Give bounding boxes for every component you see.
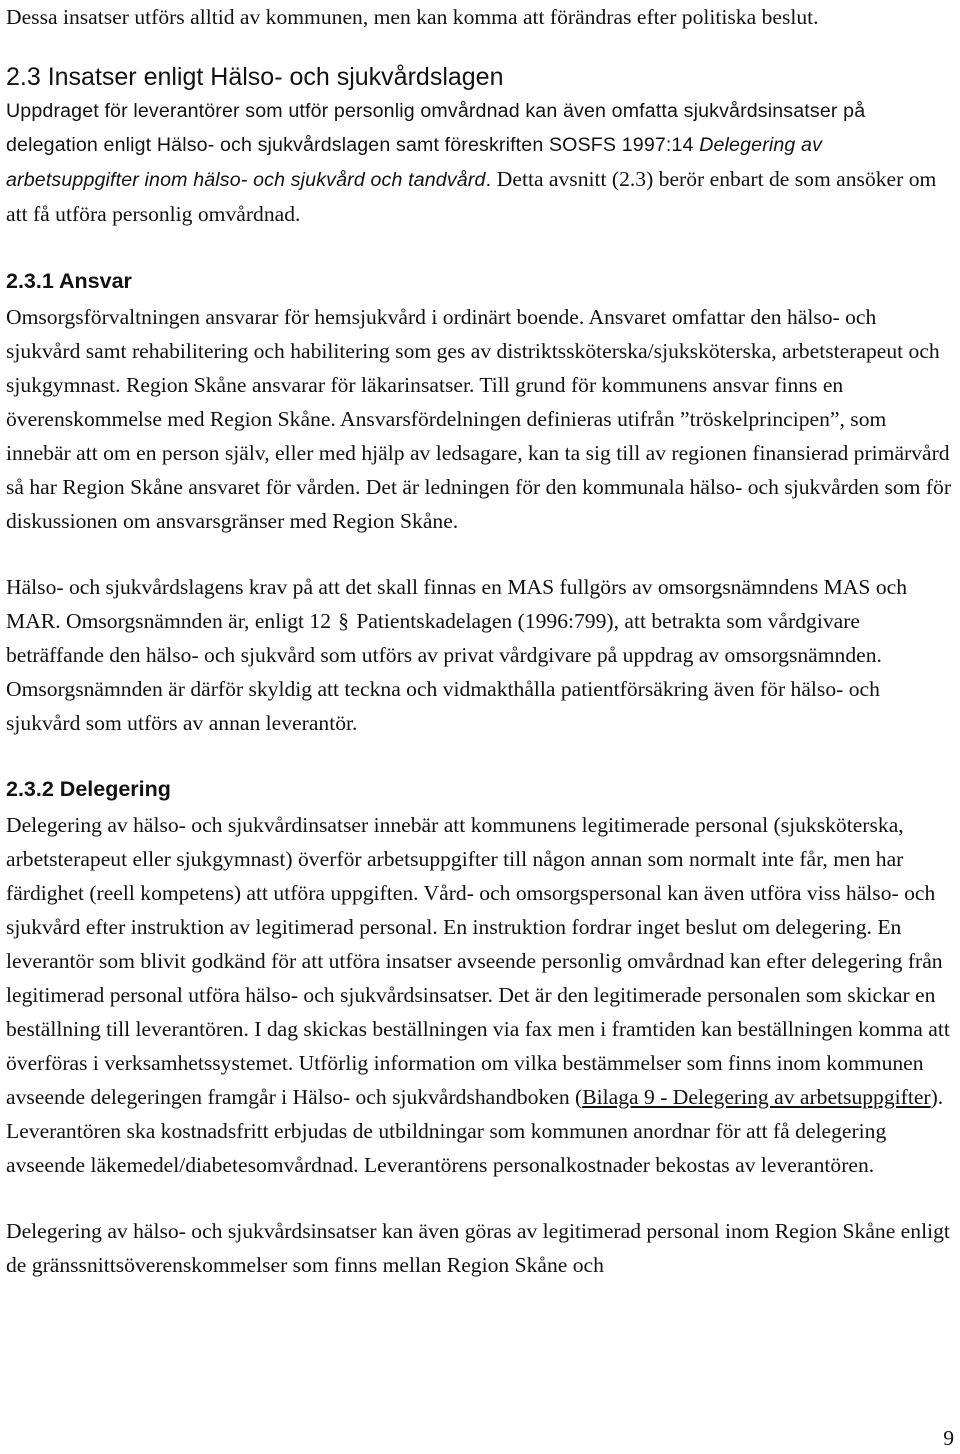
ansvar-paragraph-2	[6, 570, 954, 740]
section-2-3-paragraph	[6, 94, 954, 232]
sosfs-title-italic: Delegering av arbetsuppgifter inom hälso- och sjukvård och tandvård	[6, 134, 823, 191]
delegering-paragraph-1	[6, 808, 954, 1182]
ansvar-paragraph-2-part1: Hälso- och sjukvårdslagens krav på att det skall finnas en MAS fullgörs av omsorgsnämndens MAS och MAR. Omsorgsnämnden är, enligt 12	[6, 575, 908, 633]
section-heading-2-3: 2.3 Insatser enligt Hälso- och sjukvårdslagen	[6, 63, 504, 91]
section-2-3-text-part3: Detta avsnitt (2.3) berör enbart de som ansöker om att få utföra personlig omvårdnad.	[6, 167, 937, 226]
section-2-3-text-part1: Uppdraget för leverantörer som utför personlig omvårdnad kan även omfatta sjukvårdsinsatser på delegation enligt Hälso- och sjukvårdslagen samt föreskriften SOSFS 1997:14	[6, 100, 866, 156]
section-symbol: §	[338, 609, 349, 633]
document-page	[6, 0, 954, 1282]
ansvar-paragraph-2-part2: Patientskadelagen (1996:799), att betrakta som vårdgivare beträffande den hälso- och sjukvård som utförs av privat vårdgivare på uppdrag av omsorgsnämnden. Omsorgsnämnden är därför skyldig att teckna och vidmakthålla patientförsäkring även för hälso- och sjukvård som utförs av annan leverantör.	[6, 609, 882, 735]
intro-paragraph: Dessa insatser utförs alltid av kommunen, men kan komma att förändras efter politiska beslut.	[6, 5, 819, 29]
ansvar-paragraph-1: Omsorgsförvaltningen ansvarar för hemsjukvård i ordinärt boende. Ansvaret omfattar den hälso- och sjukvård samt rehabilitering och habilitering som ges av distriktssköterska/sjuksköterska, arbetsterapeut och sjukgymnast. Region Skåne ansvarar för läkarinsatser. Till grund för kommunens ansvar finns en överenskommelse med Region Skåne. Ansvarsfördelningen definieras utifrån ”tröskelprincipen”, som innebär att om en person själv, eller med hjälp av ledsagare, kan ta sig till av regionen finansierad primärvård så har Region Skåne ansvaret för vården. Det är ledningen för den kommunala hälso- och sjukvården som för diskussionen om ansvarsgränser med Region Skåne.	[6, 305, 952, 533]
section-heading-2-3-2: 2.3.2 Delegering	[6, 777, 171, 801]
section-heading-2-3-1: 2.3.1 Ansvar	[6, 269, 132, 293]
delegering-paragraph-1-part2: ). Leverantören ska kostnadsfritt erbjudas de utbildningar som kommunen anordnar för att få delegering avseende läkemedel/diabetesomvårdnad. Leverantörens personalkostnader bekostas av leverantören.	[6, 1085, 944, 1177]
page-number: 9	[943, 1426, 954, 1450]
delegering-paragraph-2: Delegering av hälso- och sjukvårdsinsatser kan även göras av legitimerad personal inom Region Skåne enligt de gränssnittsöverenskommelser som finns mellan Region Skåne och	[6, 1219, 950, 1277]
section-2-3-text-part2: .	[485, 169, 497, 191]
delegering-paragraph-1-part1: Delegering av hälso- och sjukvårdinsatser innebär att kommunens legitimerade personal (sjuksköterska, arbetsterapeut eller sjukgymnast) överför arbetsuppgifter till någon annan som normalt inte får, men har färdighet (reell kompetens) att utföra uppgiften. Vård- och omsorgspersonal kan även utföra viss hälso- och sjukvård efter instruktion av legitimerad personal. En instruktion fordrar inget beslut om delegering. En leverantör som blivit godkänd för att utföra insatser avseende personlig omvårdnad kan efter delegering från legitimerad personal utföra hälso- och sjukvårdsinsatser. Det är den legitimerade personalen som skickar en beställning till leverantören. I dag skickas beställningen via fax men i framtiden kan beställningen komma att överföras i verksamhetssystemet. Utförlig information om vilka bestämmelser som finns inom kommunen avseende delegeringen framgår i Hälso- och sjukvårdshandboken (	[6, 813, 950, 1109]
bilaga-9-link[interactable]: Bilaga 9 - Delegering av arbetsuppgifter	[582, 1085, 931, 1109]
